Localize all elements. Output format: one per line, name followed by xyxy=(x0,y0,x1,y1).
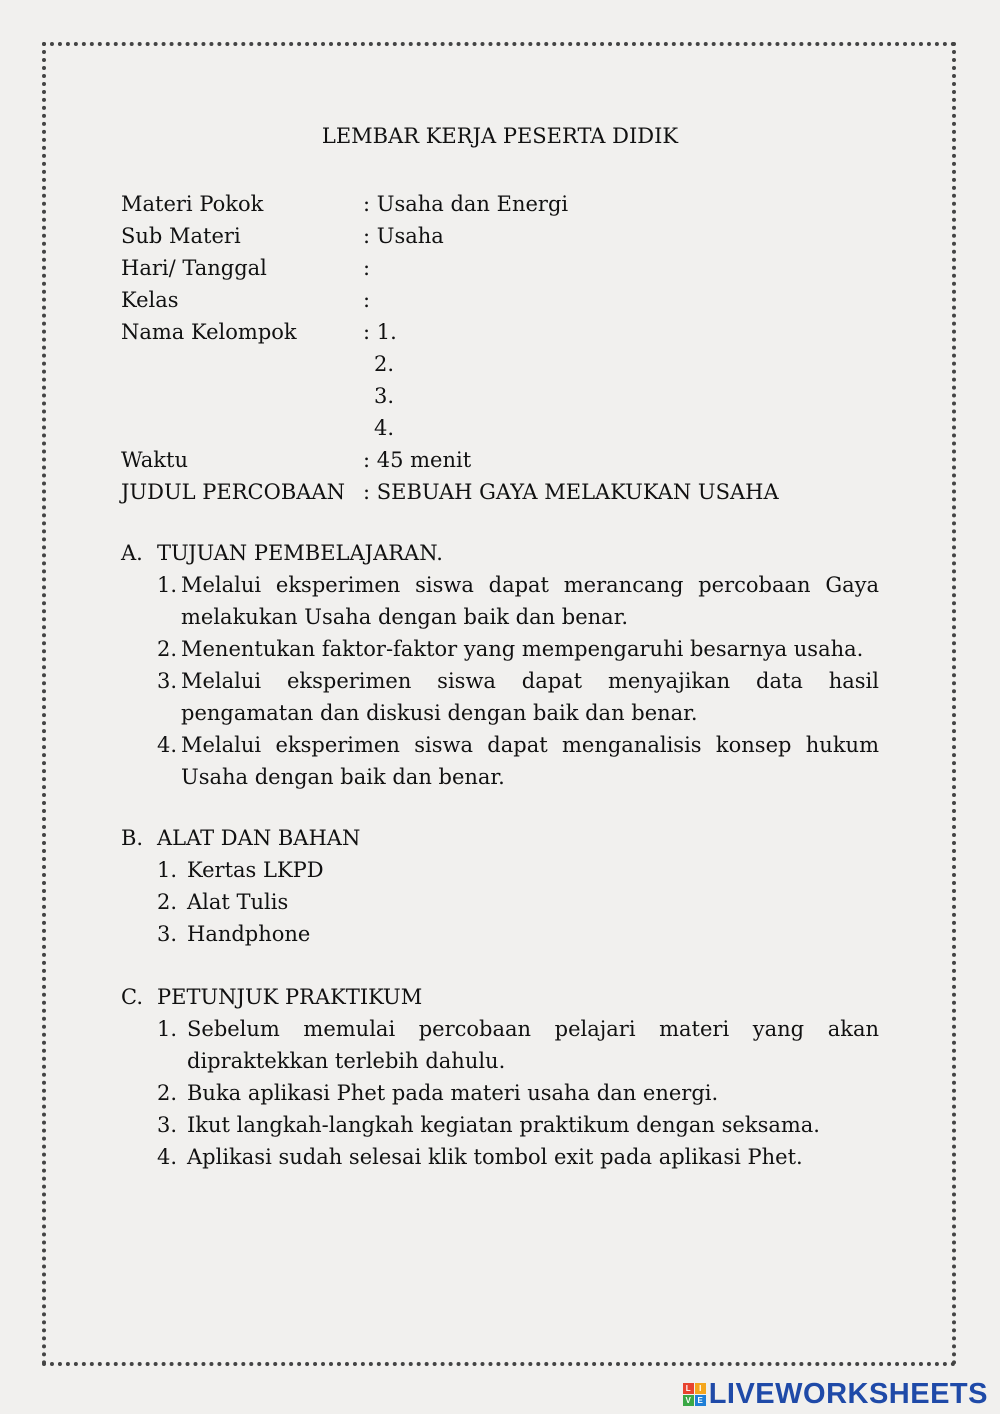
judul-label: JUDUL PERCOBAAN xyxy=(121,480,345,504)
item-text: Ikut langkah-langkah kegiatan praktikum dengan seksama. xyxy=(187,1113,820,1137)
tujuan-list xyxy=(121,569,879,793)
petunjuk-list xyxy=(121,1013,879,1173)
section-heading xyxy=(121,537,879,569)
liveworksheets-logo-text: LIVEWORKSHEETS xyxy=(708,1377,988,1410)
item-number: 3. xyxy=(157,669,178,693)
alat-list xyxy=(121,854,879,950)
logo-square-i: I xyxy=(695,1383,706,1394)
section-title: TUJUAN PEMBELAJARAN. xyxy=(157,541,443,565)
nama-member-3: 3. xyxy=(374,384,395,408)
section-letter: A. xyxy=(121,541,143,565)
judul-value: : SEBUAH GAYA MELAKUKAN USAHA xyxy=(363,480,779,504)
section-heading xyxy=(121,822,879,854)
section-title: PETUNJUK PRAKTIKUM xyxy=(157,985,423,1009)
section-title: ALAT DAN BAHAN xyxy=(157,826,361,850)
list-item xyxy=(121,1077,879,1109)
section-tujuan xyxy=(121,537,879,793)
item-number: 2. xyxy=(157,1081,178,1105)
hari-value: : xyxy=(363,256,371,280)
item-number: 4. xyxy=(157,1145,178,1169)
item-number: 2. xyxy=(157,637,178,661)
list-item xyxy=(121,886,879,918)
item-number: 1. xyxy=(157,573,178,597)
logo-square-v: V xyxy=(683,1395,694,1406)
sub-label: Sub Materi xyxy=(121,224,241,248)
item-text: Sebelum memulai percobaan pelajari materi yang akan dipraktekkan terlebih dahulu. xyxy=(187,1017,879,1073)
nama-value: : 1. xyxy=(363,320,397,344)
waktu-label: Waktu xyxy=(121,448,188,472)
materi-label: Materi Pokok xyxy=(121,192,264,216)
item-number: 1. xyxy=(157,1017,178,1041)
item-number: 2. xyxy=(157,890,178,914)
section-alat xyxy=(121,822,879,950)
item-number: 4. xyxy=(157,733,178,757)
nama-member-2: 2. xyxy=(374,352,395,376)
list-item xyxy=(121,1109,879,1141)
liveworksheets-logo-icon xyxy=(683,1383,706,1406)
list-item xyxy=(121,729,879,793)
list-item xyxy=(121,665,879,729)
logo-square-l: L xyxy=(683,1383,694,1394)
materi-value: : Usaha dan Energi xyxy=(363,192,569,216)
list-item xyxy=(121,1141,879,1173)
item-text: Melalui eksperimen siswa dapat menganalisis konsep hukum Usaha dengan baik dan benar. xyxy=(181,733,879,789)
nama-label: Nama Kelompok xyxy=(121,320,297,344)
sub-value: : Usaha xyxy=(363,224,444,248)
hari-label: Hari/ Tanggal xyxy=(121,256,267,280)
list-item xyxy=(121,1013,879,1077)
item-number: 1. xyxy=(157,858,178,882)
kelas-value: : xyxy=(363,288,371,312)
page-title: LEMBAR KERJA PESERTA DIDIK xyxy=(321,124,679,148)
list-item xyxy=(121,854,879,886)
item-text: Menentukan faktor-faktor yang mempengaruhi besarnya usaha. xyxy=(181,637,864,661)
section-letter: B. xyxy=(121,826,144,850)
item-number: 3. xyxy=(157,922,178,946)
item-text: Kertas LKPD xyxy=(187,858,324,882)
item-text: Alat Tulis xyxy=(187,890,289,914)
list-item xyxy=(121,633,879,665)
item-text: Melalui eksperimen siswa dapat merancang percobaan Gaya melakukan Usaha dengan baik dan benar. xyxy=(181,573,879,629)
kelas-label: Kelas xyxy=(121,288,179,312)
item-text: Buka aplikasi Phet pada materi usaha dan energi. xyxy=(187,1081,719,1105)
section-petunjuk xyxy=(121,981,879,1173)
item-text: Melalui eksperimen siswa dapat menyajikan data hasil pengamatan dan diskusi dengan baik dan benar. xyxy=(181,669,879,725)
logo-square-e: E xyxy=(695,1395,706,1406)
item-number: 3. xyxy=(157,1113,178,1137)
waktu-value: : 45 menit xyxy=(363,448,472,472)
section-heading xyxy=(121,981,879,1013)
section-letter: C. xyxy=(121,985,143,1009)
item-text: Handphone xyxy=(187,922,311,946)
liveworksheets-logo[interactable] xyxy=(683,1377,988,1410)
item-text: Aplikasi sudah selesai klik tombol exit pada aplikasi Phet. xyxy=(187,1145,803,1169)
nama-member-4: 4. xyxy=(374,416,395,440)
list-item xyxy=(121,918,879,950)
list-item xyxy=(121,569,879,633)
